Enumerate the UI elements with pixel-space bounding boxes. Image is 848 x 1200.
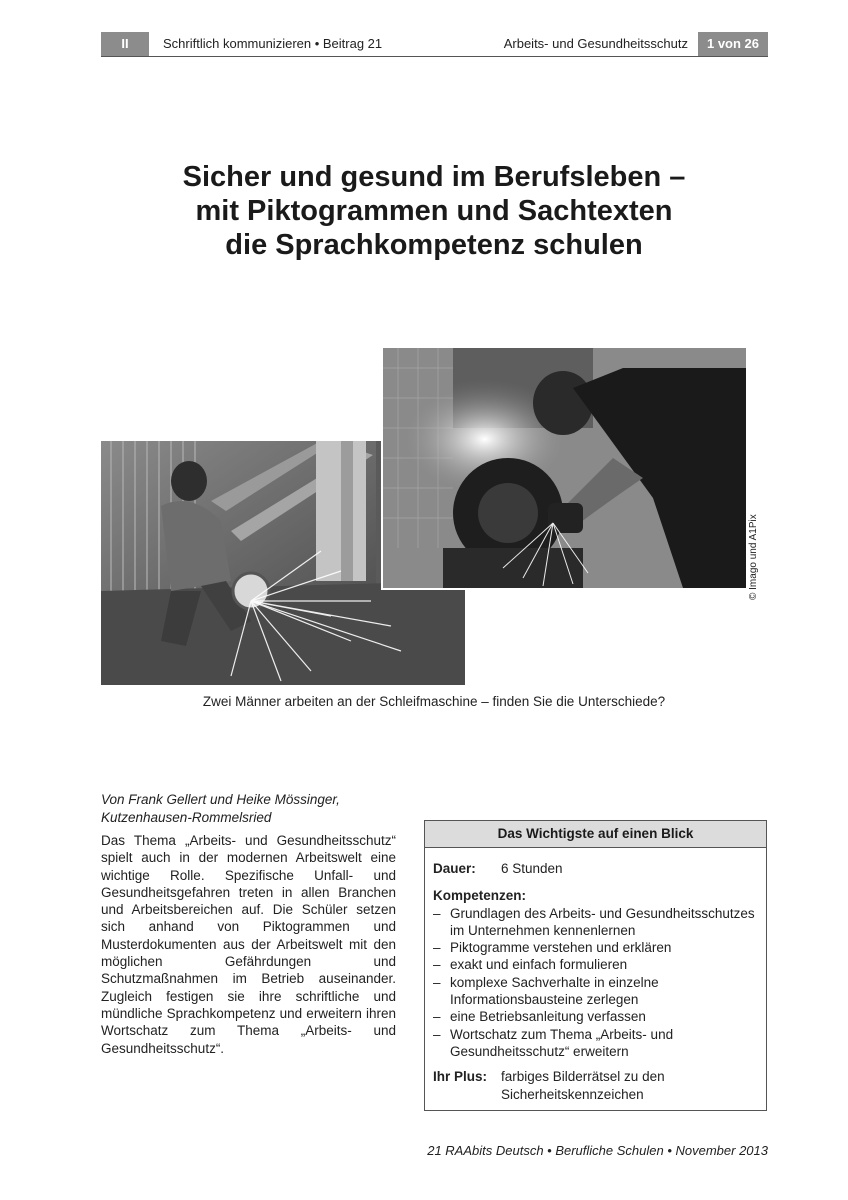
list-item: – Wortschatz zum Thema „Arbeits- und Gesundheitsschutz“ erweitern [433,1026,758,1061]
duration-row [433,860,758,877]
list-item: – komplexe Sachverhalte in einzelne Informationsbausteine zerlegen [433,974,758,1009]
author-location: Kutzenhausen-Rommelsried [101,810,272,825]
list-item: – exakt und einfach formulieren [433,956,758,973]
plus-value: farbiges Bilderrätsel zu den Sicherheitskennzeichen [501,1069,665,1102]
title-line: mit Piktogrammen und Sachtexten [195,195,673,227]
intro-paragraph: Das Thema „Arbeits- und Gesundheitsschutz“ spielt auch in der modernen Arbeitswelt eine wichtige Rolle. Spezifische Unfall- und Gesundheitsgefahren treten in allen Branchen und Arbeitsbereichen auf. Die Schüler setzen sich anhand von Piktogrammen und Musterdokumenten aus der Arbeitswelt mit den möglichen Gefährdungen und Schutzmaßnahmen im Betrieb auseinander. Zugleich festigen sie ihre schriftliche und mündliche Sprachkompetenz und erweitern ihren Wortschatz zum Thema „Arbeits- und Gesundheitsschutz“. [101,833,396,1056]
title-line: Sicher und gesund im Berufsleben – [182,161,686,193]
list-item: – Grundlagen des Arbeits- und Gesundheitsschutzes im Unternehmen kennenlernen [433,905,758,940]
author-line [101,791,401,827]
photo-credit: © Imago und A1Pix [748,514,759,600]
overview-box [424,820,767,1111]
page-footer: 21 RAAbits Deutsch • Berufliche Schulen • November 2013 [427,1143,768,1158]
duration-label: Dauer: [433,861,476,876]
list-item: – eine Betriebsanleitung verfassen [433,1008,758,1025]
competencies-label: Kompetenzen: [433,888,527,904]
overview-box-body [425,848,766,1103]
author-names: Von Frank Gellert und Heike Mössinger, [101,792,340,807]
section-number: II [101,32,149,56]
running-header [101,32,768,57]
page-indicator: 1 von 26 [698,32,768,56]
title-line: die Sprachkompetenz schulen [225,229,643,261]
list-item: – Piktogramme verstehen und erklären [433,939,758,956]
series-label: Schriftlich kommunizieren • Beitrag 21 [163,36,383,51]
photo-grinder-worker-right [383,348,746,588]
photo-caption: Zwei Männer arbeiten an der Schleifmaschine – finden Sie die Unterschiede? [202,694,666,709]
topic-label: Arbeits- und Gesundheitsschutz [503,36,688,51]
competencies-list [433,905,758,1061]
plus-label: Ihr Plus: [433,1069,488,1085]
page-title [100,160,768,262]
overview-box-heading: Das Wichtigste auf einen Blick [425,821,766,848]
duration-value: 6 Stunden [501,861,563,876]
plus-row [433,1068,758,1103]
